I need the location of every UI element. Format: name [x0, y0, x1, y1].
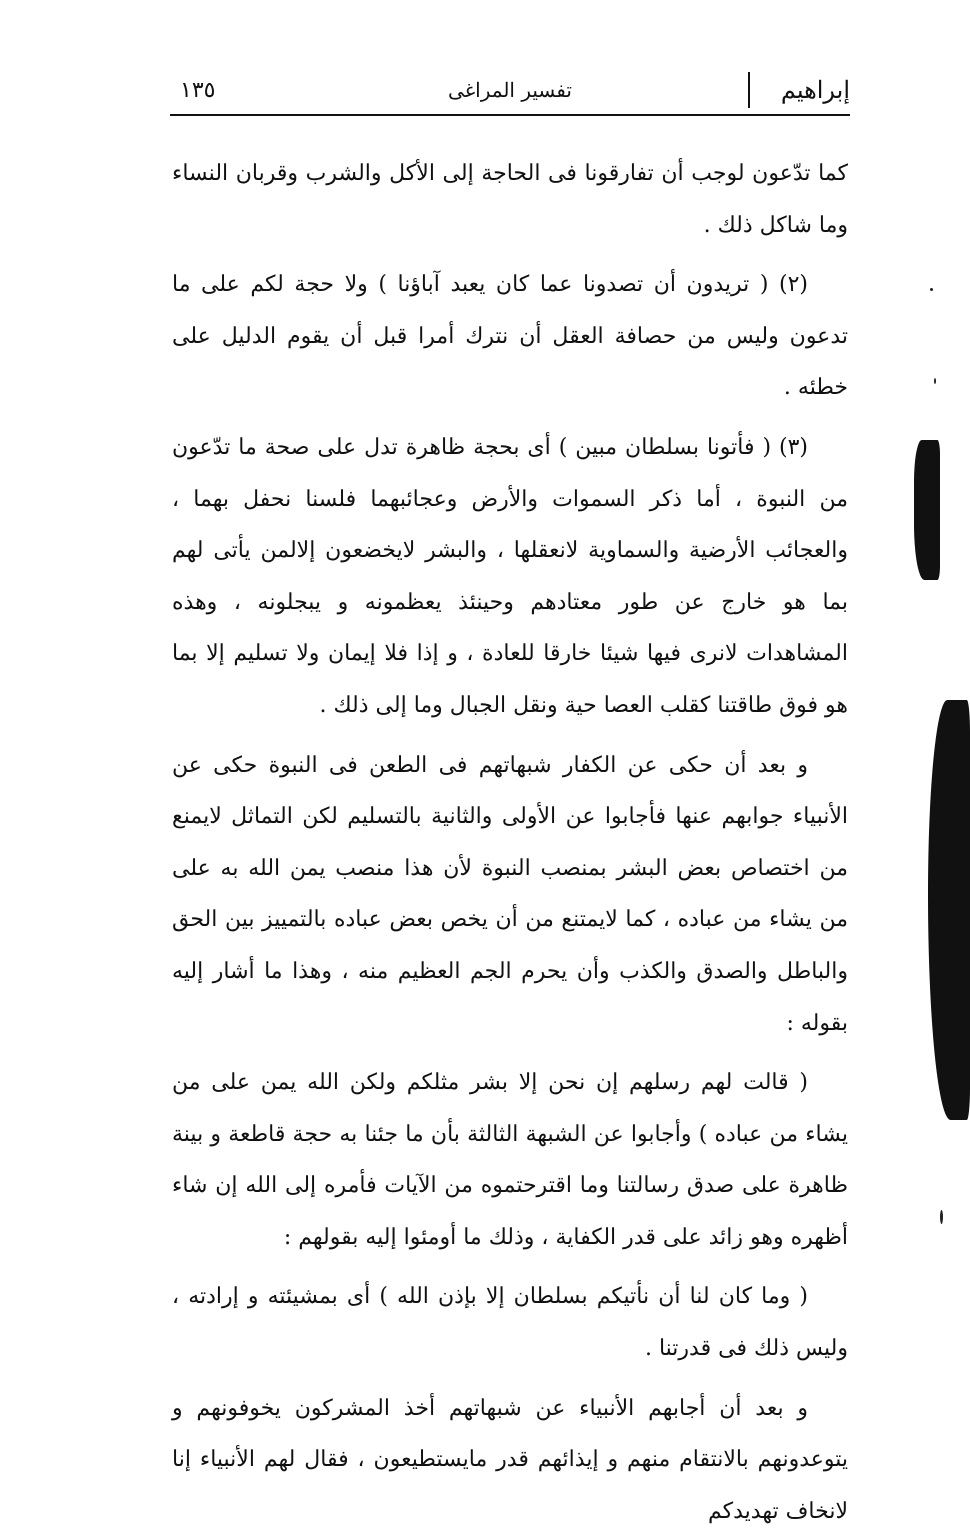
paragraph: ( وما كان لنا أن نأتيكم بسلطان إلا بإذن الله ) أى بمشيئته و إرادته ، وليس ذلك فى قدرتنا .	[172, 1284, 848, 1362]
paragraph: و بعد أن حكى عن الكفار شبهاتهم فى الطعن فى النبوة حكى عن الأنبياء جوابهم عنها فأجابوا عن الأولى والثانية بالتسليم لكن التماثل لايمنع من اختصاص بعض البشر بمنصب النبوة لأن هذا منصب يمن الله به على من يشاء من عباده ، كما لايمتنع من أن يخص بعض عباده بالتمييز بين الحق والباطل والصدق والكذب وأن يحرم الجم العظيم منه ، وهذا ما أشار إليه بقوله :	[172, 752, 848, 1036]
paragraph: (٣) ( فأتونا بسلطان مبين ) أى بحجة ظاهرة تدل على صحة ما تدّعون من النبوة ، أما ذكر السموات والأرض وعجائبهما فلسنا نحفل بهما ، والعجائب الأرضية والسماوية لانعقلها ، والبشر لايخضعون إلالمن يأتى لهم بما هو خارج عن طور معتادهم وحينئذ يعظمونه و يبجلونه ، وهذه المشاهدات لانرى فيها شيئا خارقا للعادة ، و إذا فلا إيمان ولا تسليم إلا بما هو فوق طاقتنا كقلب العصا حية ونقل الجبال وما إلى ذلك .	[172, 434, 848, 718]
book-title: تفسير المراغى	[448, 78, 572, 102]
header-rule	[170, 114, 850, 116]
scan-speck	[934, 378, 936, 384]
scan-blot	[914, 440, 940, 580]
paragraph: و بعد أن أجابهم الأنبياء عن شبهاتهم أخذ المشركون يخوفونهم و يتوعدونهم بالانتقام منهم و إيذائهم قدر مايستطيعون ، فقال لهم الأنبياء إنا لانخاف تهديدكم	[172, 1395, 848, 1524]
paragraph: كما تدّعون لوجب أن تفارقونا فى الحاجة إلى الأكل والشرب وقربان النساء وما شاكل ذلك .	[172, 161, 848, 238]
scan-blot	[928, 700, 970, 1120]
surah-name: إبراهيم	[780, 76, 850, 104]
paragraph: ( قالت لهم رسلهم إن نحن إلا بشر مثلكم ولكن الله يمن على من يشاء من عباده ) وأجابوا عن الشبهة الثالثة بأن ما جئنا به حجة قاطعة و بينة ظاهرة على صدق رسالتنا وما اقترحتموه من الآيات فأمره إلى الله إن شاء أظهره وهو زائد على قدر الكفاية ، وذلك ما أومئوا إليه بقولهم :	[172, 1070, 848, 1250]
paragraph: (٢) ( تريدون أن تصدونا عما كان يعبد آباؤنا ) ولا حجة لكم على ما تدعون وليس من حصافة العقل أن نترك أمرا قبل أن يقوم الدليل على خطئه .	[172, 272, 848, 401]
body-text	[172, 148, 848, 1537]
page-number: ١٣٥	[180, 78, 216, 103]
scan-speck	[930, 288, 933, 291]
scan-speck	[940, 1210, 943, 1224]
page-header	[170, 72, 850, 112]
